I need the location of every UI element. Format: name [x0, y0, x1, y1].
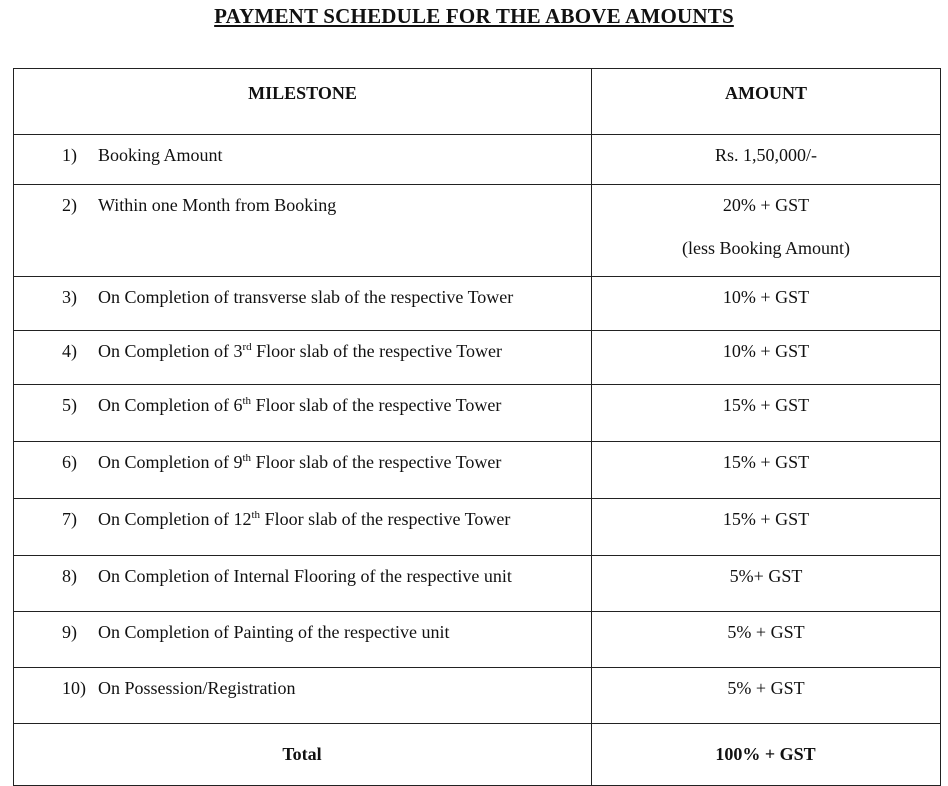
milestone-text: Booking Amount	[98, 145, 223, 165]
amount-cell	[592, 556, 941, 612]
milestone-text: On Completion of 12	[98, 509, 252, 529]
milestone-number: 7)	[62, 509, 77, 529]
amount-value: 15% + GST	[722, 509, 810, 529]
milestone-text-rest: Floor slab of the respective Tower	[251, 452, 502, 472]
table-header-row	[14, 69, 941, 135]
amount-value: 5%+ GST	[729, 566, 803, 586]
milestone-ordinal: th	[242, 395, 252, 407]
page-title: PAYMENT SCHEDULE FOR THE ABOVE AMOUNTS	[214, 4, 734, 28]
milestone-number: 3)	[62, 287, 77, 307]
milestone-number: 8)	[62, 566, 77, 586]
milestone-text: Within one Month from Booking	[98, 195, 337, 215]
milestone-cell	[14, 668, 592, 724]
total-row	[14, 724, 941, 786]
milestone-cell	[14, 556, 592, 612]
amount-value: 10% + GST	[722, 341, 810, 361]
milestone-number: 6)	[62, 452, 77, 472]
milestone-number: 1)	[62, 145, 77, 165]
milestone-number: 4)	[62, 341, 77, 361]
milestone-text-rest: Floor slab of the respective Tower	[251, 341, 503, 361]
milestone-cell	[14, 442, 592, 499]
table-row	[14, 499, 941, 556]
amount-cell	[592, 668, 941, 724]
milestone-text: On Completion of 6	[98, 395, 243, 415]
table-row	[14, 668, 941, 724]
milestone-number: 10)	[62, 678, 86, 698]
milestone-text-rest: Floor slab of the respective Tower	[251, 395, 502, 415]
total-amount: 100% + GST	[592, 724, 941, 786]
table-row	[14, 135, 941, 185]
table-row	[14, 385, 941, 442]
milestone-cell	[14, 499, 592, 556]
amount-note: (less Booking Amount)	[681, 238, 850, 258]
milestone-cell	[14, 135, 592, 185]
amount-value: Rs. 1,50,000/-	[714, 145, 817, 165]
table-row	[14, 612, 941, 668]
amount-header: AMOUNT	[592, 69, 941, 135]
amount-cell	[592, 135, 941, 185]
amount-cell	[592, 612, 941, 668]
milestone-number: 5)	[62, 395, 77, 415]
milestone-number: 2)	[62, 195, 77, 215]
milestone-cell	[14, 385, 592, 442]
table-row	[14, 277, 941, 331]
table-row	[14, 442, 941, 499]
table-row	[14, 556, 941, 612]
amount-value: 20% + GST	[722, 195, 810, 215]
amount-value: 15% + GST	[722, 452, 810, 472]
table-row	[14, 331, 941, 385]
total-label: Total	[14, 724, 592, 786]
milestone-text: On Completion of 9	[98, 452, 243, 472]
milestone-cell	[14, 331, 592, 385]
milestone-number: 9)	[62, 622, 77, 642]
amount-value: 5% + GST	[727, 678, 805, 698]
milestone-cell	[14, 185, 592, 277]
milestone-text: On Completion of transverse slab of the respective Tower	[98, 287, 514, 307]
milestone-ordinal: th	[251, 509, 261, 521]
amount-cell	[592, 385, 941, 442]
milestone-header: MILESTONE	[14, 69, 592, 135]
amount-cell	[592, 277, 941, 331]
milestone-text: On Possession/Registration	[98, 678, 296, 698]
milestone-ordinal: th	[242, 452, 252, 464]
table-row	[14, 185, 941, 277]
milestone-text: On Completion of 3	[98, 341, 243, 361]
milestone-text: On Completion of Internal Flooring of the respective unit	[98, 566, 512, 586]
amount-value: 15% + GST	[722, 395, 810, 415]
milestone-text: On Completion of Painting of the respective unit	[98, 622, 450, 642]
amount-value: 5% + GST	[727, 622, 805, 642]
amount-cell	[592, 442, 941, 499]
milestone-ordinal: rd	[242, 341, 252, 353]
amount-cell	[592, 185, 941, 277]
amount-cell	[592, 499, 941, 556]
payment-schedule-table	[13, 68, 941, 786]
milestone-cell	[14, 277, 592, 331]
amount-value: 10% + GST	[722, 287, 810, 307]
milestone-text-rest: Floor slab of the respective Tower	[260, 509, 511, 529]
amount-cell	[592, 331, 941, 385]
milestone-cell	[14, 612, 592, 668]
